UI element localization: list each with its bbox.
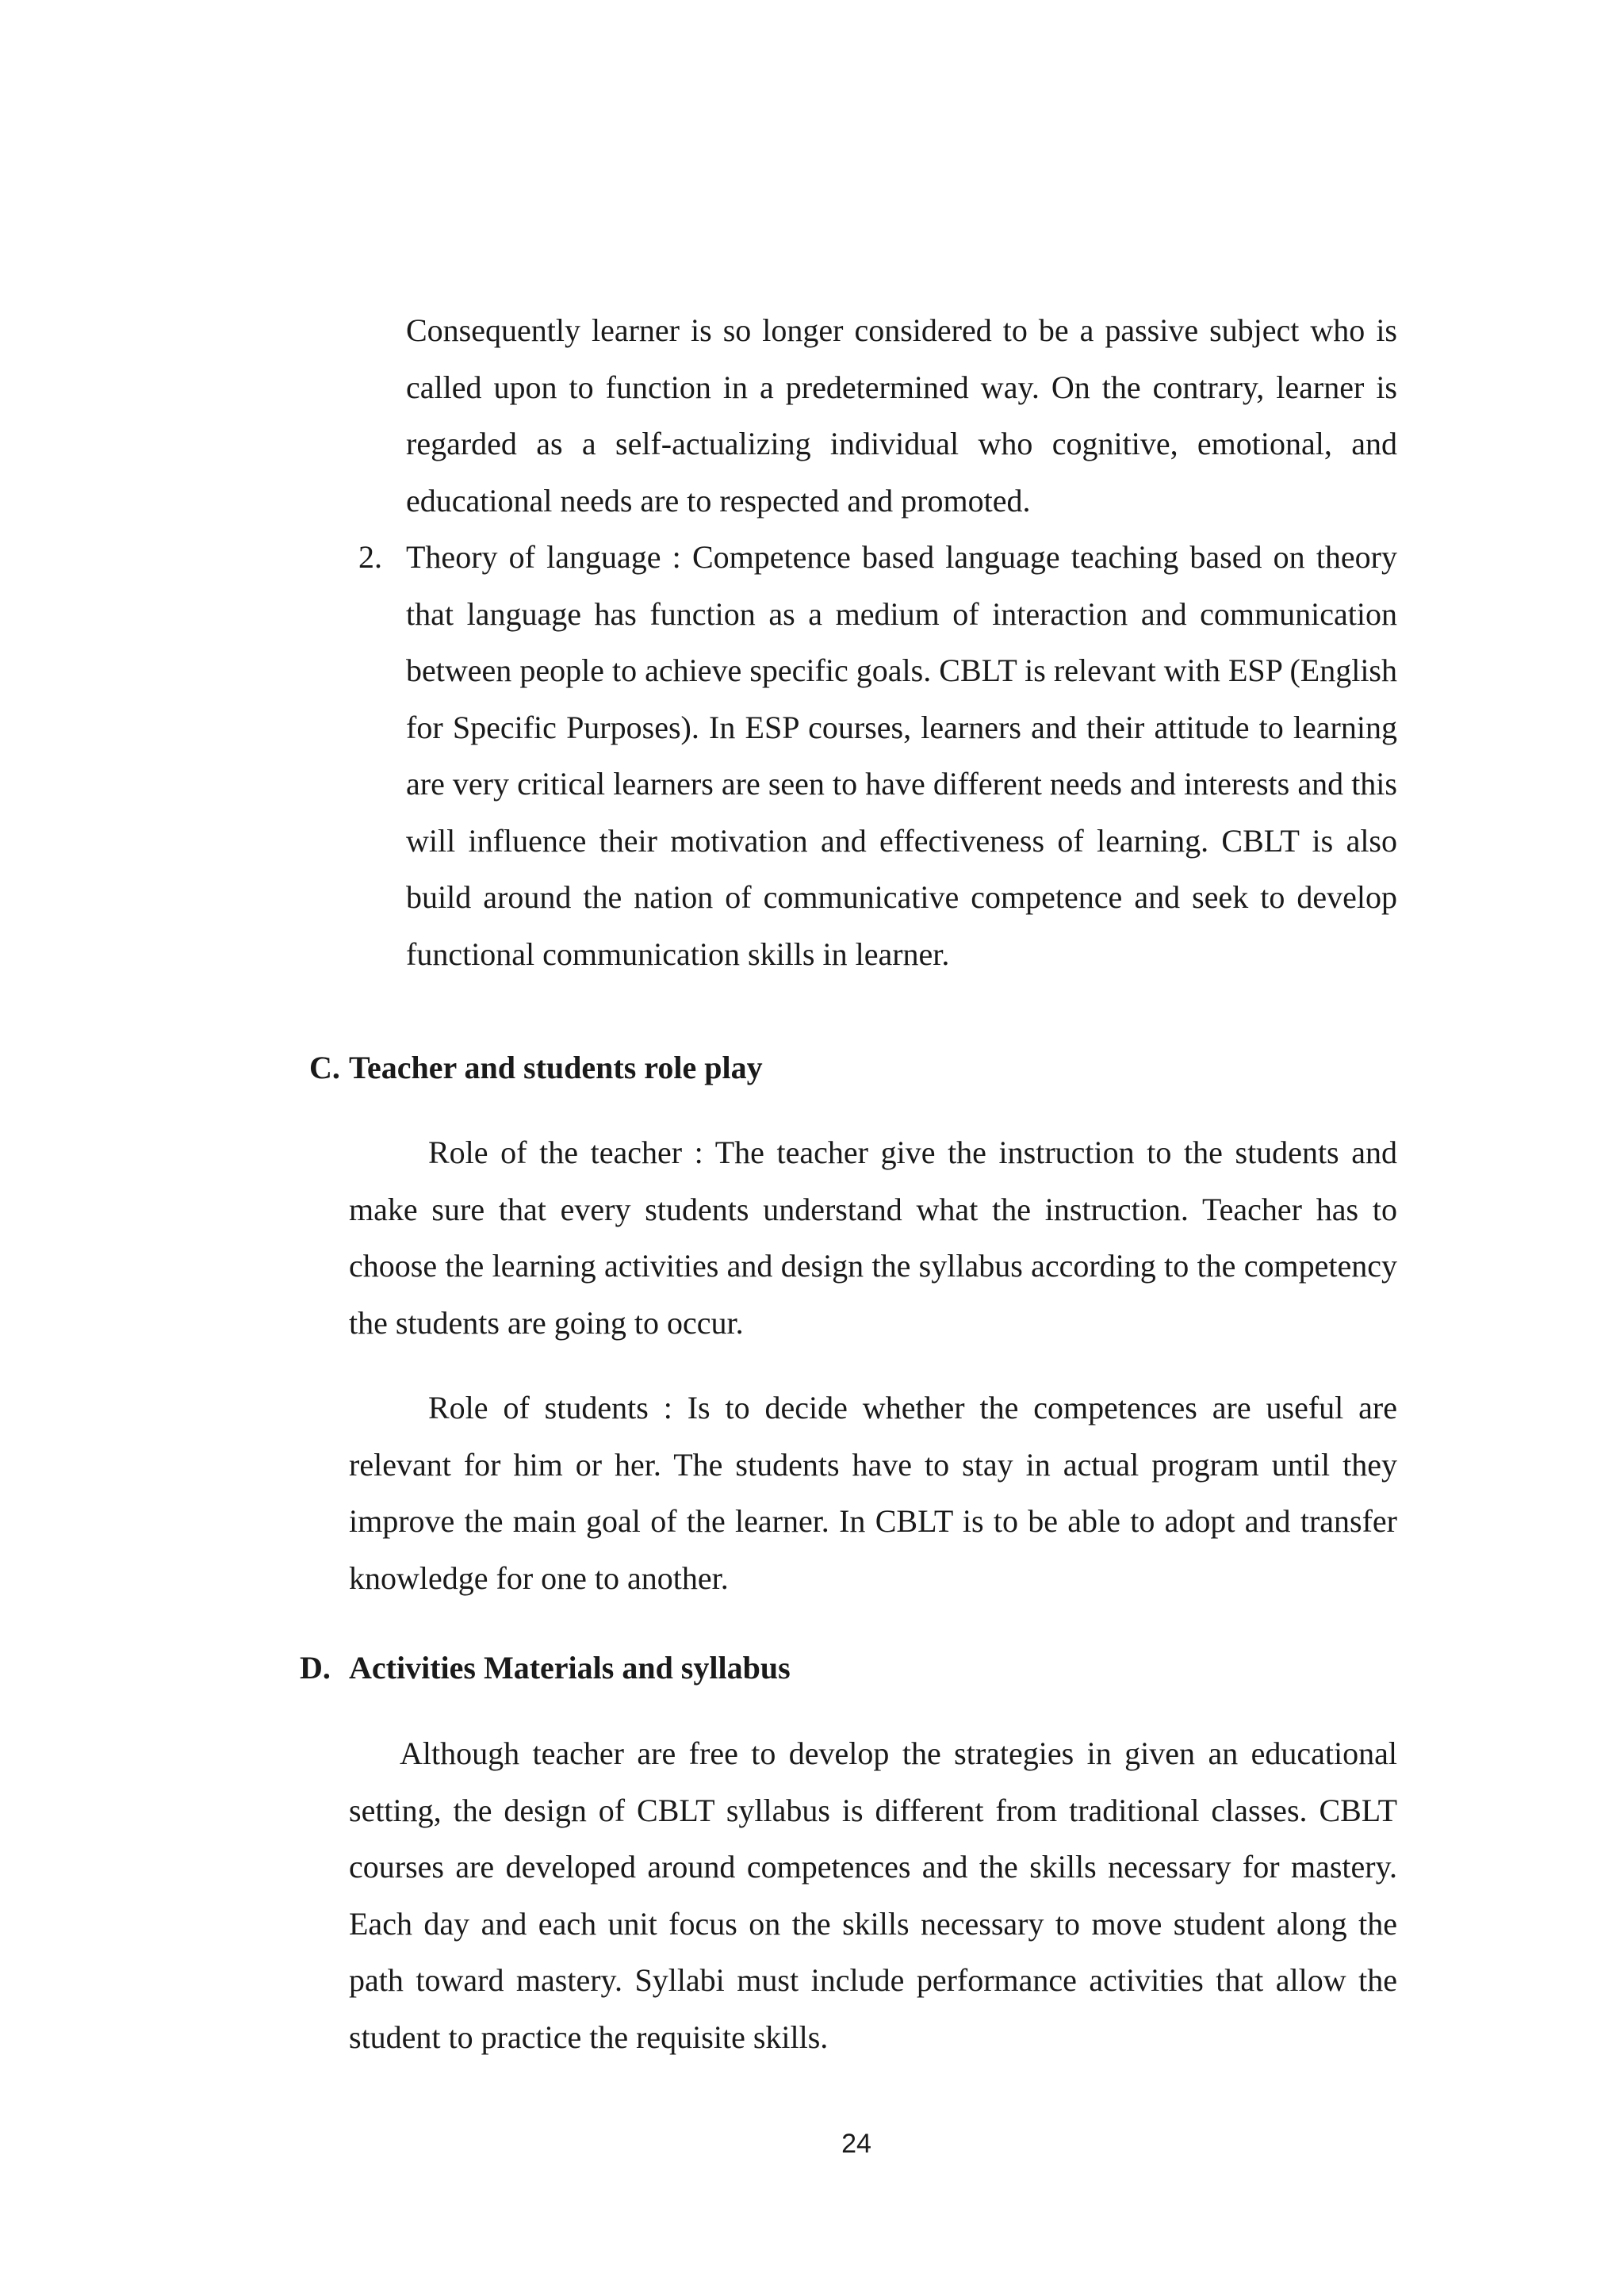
list-item-theory-of-language: Theory of language : Competence based language teaching based on theory that language has function as a medium of interaction and communication between people to achieve specific goals. CBLT is relevant with ESP (English for Specific Purposes). In ESP courses, learners and their attitude to learning are very critical learners are seen to have different needs and interests and this will influence their motivation and effectiveness of learning. CBLT is also build around the nation of communicative competence and seek to develop functional communication skills in learner. xyxy=(406,539,1397,972)
section-c-heading: Teacher and students role play xyxy=(349,1050,763,1085)
section-d-label: D. xyxy=(300,1650,331,1686)
activities-syllabus-paragraph: Although teacher are free to develop the strategies in given an educational setting, the design of CBLT syllabus is different from traditional classes. CBLT courses are developed around competences and the skills necessary for mastery. Each day and each unit focus on the skills necessary to move student along the path toward mastery. Syllabi must include performance activities that allow the student to practice the requisite skills. xyxy=(349,1735,1397,2055)
section-c-label: C. xyxy=(309,1050,340,1085)
role-of-students-paragraph: Role of students : Is to decide whether the competences are useful are relevant for him or her. The students have to stay in actual program until they improve the main goal of the learner. In CBLT is to be able to adopt and transfer knowledge for one to another. xyxy=(349,1390,1397,1596)
section-d-heading: Activities Materials and syllabus xyxy=(349,1650,791,1686)
role-of-teacher-paragraph: Role of the teacher : The teacher give the instruction to the students and make sure that every students understand what the instruction. Teacher has to choose the learning activities and design the syllabus according to the competency the students are going to occur. xyxy=(349,1135,1397,1341)
page-number: 24 xyxy=(841,2129,871,2159)
continuation-paragraph: Consequently learner is so longer considered to be a passive subject who is called upon to function in a predetermined way. On the contrary, learner is regarded as a self-actualizing individual who cognitive, emotional, and educational needs are to respected and promoted. xyxy=(406,312,1397,519)
list-item-number: 2. xyxy=(358,539,382,575)
